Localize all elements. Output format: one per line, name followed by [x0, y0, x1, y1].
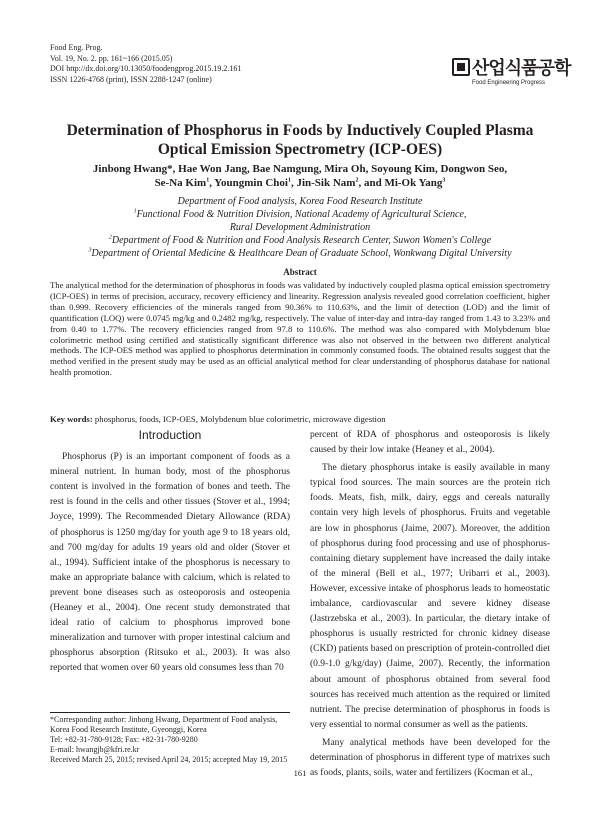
- author-list: [70, 162, 530, 190]
- paper-title: [60, 121, 540, 159]
- journal-volume: Vol. 19, No. 2. pp. 161~166 (2015.05): [50, 53, 173, 63]
- paper-title-line-2: Optical Emission Spectrometry (ICP-OES): [157, 141, 443, 158]
- corresponding-author-footnote: [50, 712, 290, 765]
- journal-logo-icon: [452, 58, 470, 76]
- footnote-phone: Tel: +82-31-780-9128; Fax: +82-31-780-9280: [50, 735, 198, 744]
- affiliation-text: Department of Oriental Medicine & Healthcare Dean of Graduate School, Wonkwang Digital University: [91, 248, 512, 259]
- author-affil-mark: 3: [442, 177, 446, 184]
- keywords-label: Key words:: [50, 414, 93, 424]
- affiliations: [60, 195, 540, 260]
- introduction-heading: Introduction: [138, 428, 202, 442]
- author-name: , Youngmin Choi: [209, 177, 288, 189]
- author-name: , Jin-Sik Nam: [290, 177, 356, 189]
- journal-abbrev: Food Eng. Prog.: [50, 43, 103, 52]
- paper-title-line-1: Determination of Phosphorus in Foods by Inductively Coupled Plasma: [66, 122, 534, 139]
- author-affil-mark: 1: [287, 177, 291, 184]
- author-line-2: [70, 176, 530, 190]
- affiliation-3: [60, 247, 540, 260]
- journal-info: [50, 43, 380, 85]
- affiliation-1b: Rural Development Administration: [229, 222, 371, 233]
- left-column: [50, 428, 290, 677]
- intro-paragraph-1-continued: percent of RDA of phosphorus and osteoporosis is likely caused by their low intake (Heaney et al., 2004).: [310, 430, 550, 456]
- affiliation-mark: 2: [108, 234, 112, 241]
- affiliation-1: [60, 208, 540, 221]
- affiliation-text: Functional Food & Nutrition Division, National Academy of Agricultural Science,: [136, 209, 467, 220]
- intro-paragraph-3: Many analytical methods have been developed for the determination of phosphorus in different type of matrixes such as foods, plants, soils, water and fertilizers (Kocman et al.,: [310, 737, 550, 779]
- right-column: [310, 428, 550, 781]
- abstract-body: The analytical method for the determination of phosphorus in foods was validated by inductively coupled plasma optical emission spectrometry (ICP-OES) in terms of precision, accuracy, recovery efficiency and linearity. Regression analysis revealed good correlation coefficient, higher than 0.999. Recovery efficiencies of the minerals ranged from 90.36% to 110.63%, and the limit of detection (LOD) and the limit of quantification (LOQ) were 0.0745 mg/kg and 0.2482 mg/kg, respectively. The value of inter-day and intra-day ranged from 1.43 to 3.23% and from 0.40 to 1.77%. The recovery efficiencies ranged from 97.8 to 110.6%. The method was also compared with Molybdenum blue colorimetric method using certified and statistically significant difference was also not observed in the between two different analytical methods. The ICP-OES method was applied to phosphorus determination in commonly consumed foods. The obtained results suggest that the method verified in the present study may be used as an official analytical method for clear understanding of phosphorus database for national health promotion.: [50, 280, 550, 378]
- abstract-heading: Abstract: [283, 267, 317, 277]
- journal-doi: DOI http://dx.doi.org/10.13050/foodengprog.2015.19.2.161: [50, 64, 242, 73]
- affiliation-text: Department of Food & Nutrition and Food Analysis Research Center, Suwon Women's College: [111, 235, 492, 246]
- affiliation-0: Department of Food analysis, Korea Food Research Institute: [177, 196, 423, 207]
- keywords: [50, 414, 550, 424]
- affiliation-mark: 3: [88, 247, 92, 254]
- affiliation-mark: 1: [133, 208, 137, 215]
- journal-logo-subtitle: Food Engineering Progress: [472, 80, 546, 86]
- keywords-text: phosphorus, foods, ICP-OES, Molybdenum blue colorimetric, microwave digestion: [94, 414, 386, 424]
- page-number: 161: [293, 768, 307, 778]
- footnote-author: *Corresponding author: Jinbong Hwang, Department of Food analysis, Korea Food Research Institute, Gyeonggi, Korea: [50, 715, 278, 734]
- intro-paragraph-2: The dietary phosphorus intake is easily available in many typical food sources. The main sources are the protein rich foods. Meats, fish, milk, dairy, eggs and cereals naturally contain very high levels of phosphorus. Fruits and vegetable are low in phosphorus (Jaime, 2007). Moreover, the addition of phosphorus during food processing and use of phosphorus-containing dietary supplement have increased the daily intake of the mineral (Bell et al., 1977; Uribarri et al., 2003). However, excessive intake of phosphorus leads to homeostatic imbalance, cardiovascular and severe kidney disease (Jastrzebska et al., 2003). In particular, the dietary intake of phosphorus is usually restricted for chronic kidney disease (CKD) patients based on prescription of protein-controlled diet (0.9-1.0 g/kg/day) (Jaime, 2007). Recently, the information about amount of phosphorus obtained from several food sources has received much attention as the required or limited nutrient. The precise determination of phosphorus in foods is very essential to normal consumer as well as the patients.: [310, 463, 550, 730]
- author-name: , and Mi-Ok Yang: [358, 177, 443, 189]
- intro-paragraph-1: Phosphorus (P) is an important component of foods as a mineral nutrient. In human body, most of the phosphorus content is involved in the formation of bones and teeth. The rest is found in the cells and other tissues (Stover et al., 1994; Joyce, 1999). The Recommended Dietary Allowance (RDA) of phosphorus is 1250 mg/day for youth age 9 to 18 years old, and 700 mg/day for adults 19 years old and older (Stover et al., 1994). Sufficient intake of the phosphorus is necessary to make an appropriate balance with calcium, which is related to prevent bone diseases such as osteoporosis and osteopenia (Heaney et al., 2004). One recent study demonstrated that ideal ratio of calcium to phosphorus improved bone mineralization and turnover with proper intestinal calcium and phosphorus absorption (Ritsuko et al., 2003). It was also reported that women over 60 years old consumes less than 70: [50, 452, 290, 674]
- author-affil-mark: 2: [355, 177, 359, 184]
- footnote-email: E-mail: hwangjb@kfri.re.kr: [50, 745, 140, 754]
- author-name: Se-Na Kim: [154, 177, 207, 189]
- author-affil-mark: 1: [206, 177, 210, 184]
- author-line-1: Jinbong Hwang*, Hae Won Jang, Bae Namgung, Mira Oh, Soyoung Kim, Dongwon Seo,: [92, 163, 508, 175]
- journal-logo-title: 산업식품공학: [472, 58, 571, 79]
- journal-issn: ISSN 1226-4768 (print), ISSN 2288-1247 (online): [50, 74, 212, 84]
- affiliation-2: [60, 234, 540, 247]
- footnote-dates: Received March 25, 2015; revised April 24, 2015; accepted May 19, 2015: [50, 755, 288, 764]
- journal-logo: [452, 58, 571, 92]
